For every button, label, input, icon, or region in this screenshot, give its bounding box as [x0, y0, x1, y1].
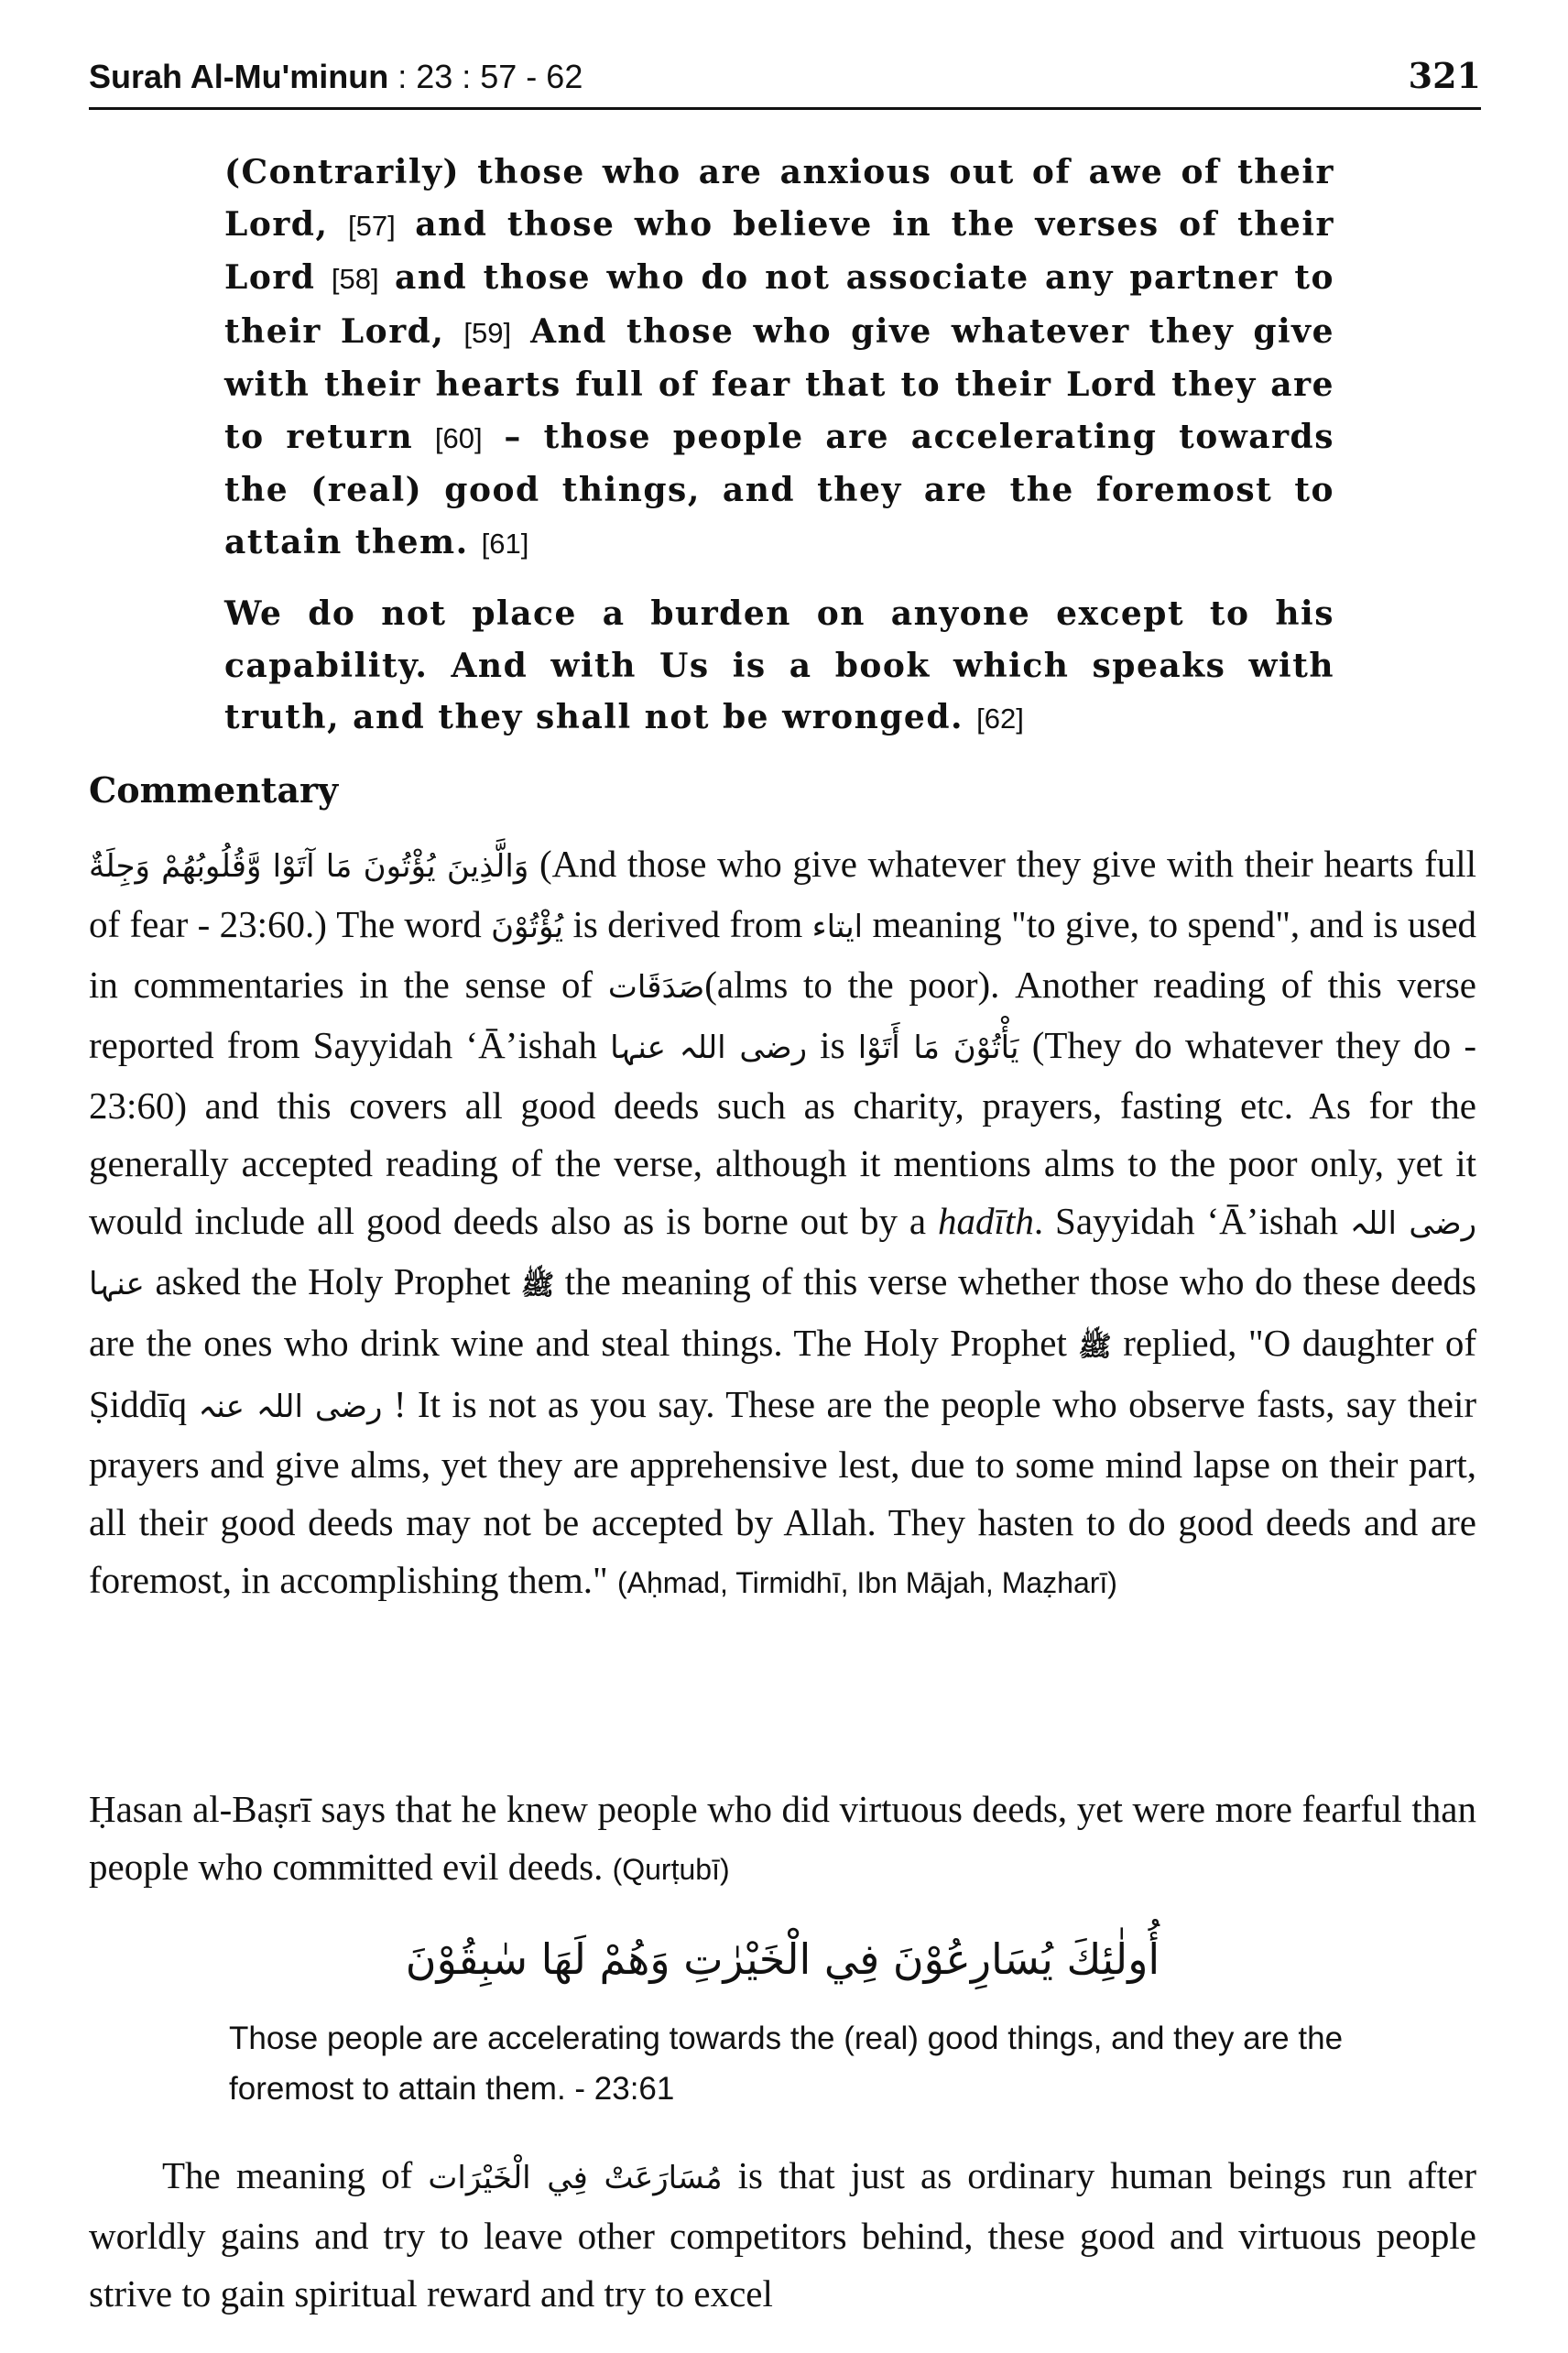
citation: (Aḥmad, Tirmidhī, Ibn Mājah, Maẓharī) [616, 1566, 1117, 1599]
arabic-text: يَأْتُوْنَ مَا أَتَوْا [857, 1029, 1019, 1066]
surah-name: Surah Al-Mu'minun [89, 58, 389, 95]
citation: (Qurṭubī) [612, 1853, 730, 1886]
verse-number: [57] [348, 209, 396, 242]
verse-number: [58] [331, 263, 379, 295]
radi-glyph: رضی اللہ عنہ [198, 1389, 383, 1425]
arabic-text: رضی اللہ عنہا [610, 1029, 807, 1066]
arabic-text: ايتاء [811, 909, 864, 945]
arabic-text: مُسَارَعَتْ فِي الْخَيْرَات [428, 2160, 723, 2196]
running-header [89, 55, 1481, 110]
verse-number: [60] [434, 421, 483, 454]
verse-number: [61] [481, 527, 529, 560]
header-title [89, 58, 583, 96]
quoted-verse-translation: Those people are accelerating towards the (real) good things, and they are the foremost to attain them. - 23:61 [229, 2021, 1344, 2107]
arabic-text: صَدَقَات [607, 969, 705, 1006]
verse-range: : 23 : 57 - 62 [388, 58, 583, 95]
quoted-verse-arabic: أُولٰئِكَ يُسَارِعُوْنَ فِي الْخَيْرٰتِ وَهُمْ لَهَا سٰبِقُوْنَ [405, 1934, 1160, 1984]
salawat-glyph: ﷺ [1078, 1331, 1112, 1363]
verse-translation-57-61: (Contrarily) those who are anxious out of awe of their Lord, [57] and those who believe in the verses of their Lord [58] and those who do not associate any partner to their Lord, [59] And those who give whatever they give with their hearts full of fear that to their Lord they are to return [60] – those people are accelerating towards the (real) good things, and they are the foremost to attain them. [61] [224, 153, 1334, 561]
salawat-glyph: ﷺ [520, 1269, 555, 1302]
commentary-paragraph-2: Ḥasan al-Baṣrī says that he knew people who did virtuous deeds, yet were more fearful than people who committed evil deeds. (Qurṭubī) [89, 1788, 1476, 1888]
commentary-paragraph-1: وَالَّذِينَ يُؤْتُونَ مَا آتَوْا وَّقُلُوبُهُمْ وَجِلَةٌ (And those who give whatever they give with their hearts full of fear - 23:60.) The word يُؤْتُوْنَ is derived from ايتاء meaning "to give, to spend", and is used in commentaries in the sense of صَدَقَات(alms to the poor). Another reading of this verse reported from Sayyidah ‘Ā’ishah رضی اللہ عنہا is يَأْتُوْنَ مَا أَتَوْا (They do whatever they do - 23:60) and this covers all good deeds such as charity, prayers, fasting etc. As for the generally accepted reading of the verse, although it mentions alms to the poor only, yet it would include all good deeds also as is borne out by a hadīth. Sayyidah ‘Ā’ishah رضی اللہ عنہا asked the Holy Prophet ﷺ the meaning of this verse whether those who do these deeds are the ones who drink wine and steal things. The Holy Prophet ﷺ replied, "O daughter of Ṣiddīq رضی اللہ عنہ ! It is not as you say. These are the people who observe fasts, say their prayers and give alms, yet they are apprehensive lest, due to some mind lapse on their part, all their good deeds may not be accepted by Allah. They hasten to do good deeds and are foremost, in accomplishing them." (Aḥmad, Tirmidhī, Ibn Mājah, Maẓharī) [89, 843, 1477, 1601]
arabic-text: وَالَّذِينَ يُؤْتُونَ مَا آتَوْا وَّقُلُوبُهُمْ وَجِلَةٌ [89, 848, 529, 885]
page-number: 321 [1408, 55, 1481, 96]
verse-translation-62: We do not place a burden on anyone except to his capability. And with Us is a book which speaks with truth, and they shall not be wronged. [62] [224, 594, 1334, 736]
italic-term: hadīth [938, 1200, 1034, 1242]
arabic-text: يُؤْتُوْنَ [491, 909, 564, 945]
verse-number: [59] [463, 316, 512, 349]
verse-number: [62] [976, 703, 1024, 735]
commentary-heading: Commentary [89, 769, 339, 811]
commentary-paragraph-3: The meaning of مُسَارَعَتْ فِي الْخَيْرَات is that just as ordinary human beings run after worldly gains and try to leave other competitors behind, these good and virtuous people strive to gain spiritual reward and try to excel [89, 2154, 1476, 2315]
arabic-text: رضی اللہ عنہا [89, 1205, 1476, 1302]
